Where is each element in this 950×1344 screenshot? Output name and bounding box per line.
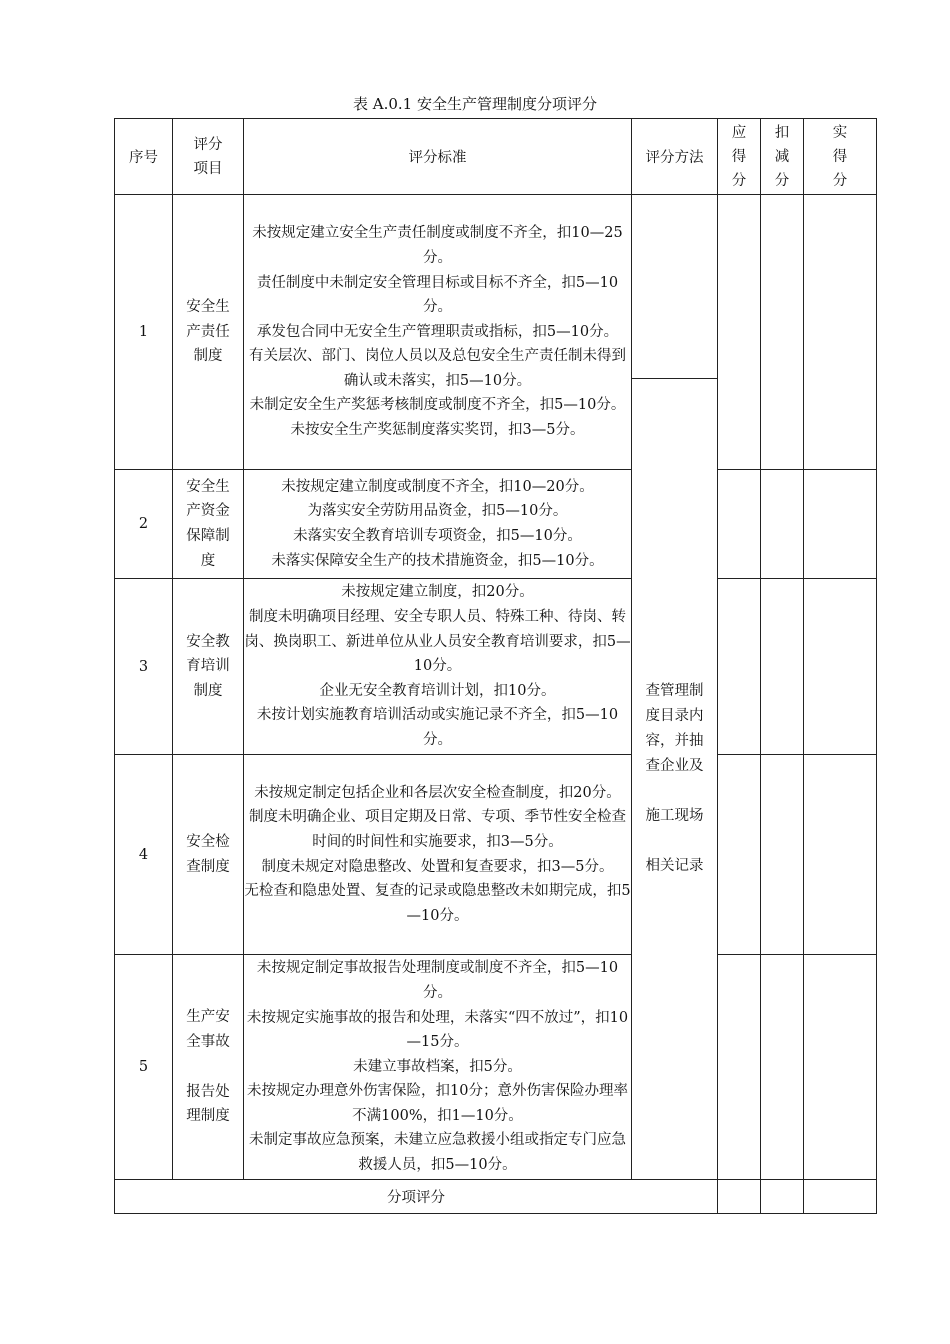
should-score-cell — [718, 579, 761, 755]
row-no: 1 — [115, 195, 173, 470]
row-item: 安全检 查制度 — [173, 755, 244, 955]
subtotal-row — [115, 1180, 877, 1214]
header-item-line: 项目 — [193, 160, 223, 177]
row-criteria: 未按规定建立制度，扣20分。 制度未明确项目经理、安全专职人员、特殊工种、待岗、转岗、换岗职工、新进单位从业人员安全教育培训要求，扣5—10分。 企业无安全教育培训计划，扣10分。 未按计划实施教育培训活动或实施记录不齐全，扣5—10分。 — [244, 579, 632, 755]
row-item: 安全生 产资金 保障制 度 — [173, 470, 244, 579]
header-item — [173, 119, 244, 195]
actual-score-cell — [804, 470, 877, 579]
table-row — [115, 955, 877, 1180]
header-criteria: 评分标准 — [244, 119, 632, 195]
row-no: 3 — [115, 579, 173, 755]
table-title: 表 A.0.1 安全生产管理制度分项评分 — [353, 95, 597, 113]
row-no: 4 — [115, 755, 173, 955]
method-cell: 查管理制 度目录内 容，并抽 查企业及 施工现场 相关记录 — [632, 379, 718, 1180]
header-should-score: 应 得 分 — [718, 119, 761, 195]
should-score-cell — [718, 470, 761, 579]
subtotal-label: 分项评分 — [115, 1180, 718, 1214]
should-score-cell — [718, 755, 761, 955]
table-row — [115, 755, 877, 955]
table-row — [115, 470, 877, 579]
deduct-score-cell — [761, 955, 804, 1180]
row-criteria: 未按规定建立安全生产责任制度或制度不齐全，扣10—25分。 责任制度中未制定安全管理目标或目标不齐全，扣5—10分。 承发包合同中无安全生产管理职责或指标，扣5—10分。 有关层次、部门、岗位人员以及总包安全生产责任制未得到确认或未落实，扣5—10分。 未制定安全生产奖惩考核制度或制度不齐全，扣5—10分。 未按安全生产奖惩制度落实奖罚，扣3—5分。 — [244, 195, 632, 470]
deduct-score-cell — [761, 195, 804, 470]
row-criteria: 未按规定建立制度或制度不齐全，扣10—20分。 为落实安全劳防用品资金，扣5—10分。 未落实安全教育培训专项资金，扣5—10分。 未落实保障安全生产的技术措施资金，扣5—10分。 — [244, 470, 632, 579]
row-item: 生产安 全事故 报告处 理制度 — [173, 955, 244, 1180]
row-item: 安全教 育培训 制度 — [173, 579, 244, 755]
header-no: 序号 — [115, 119, 173, 195]
scoring-table — [114, 118, 877, 1214]
row-criteria: 未按规定制定事故报告处理制度或制度不齐全，扣5—10分。 未按规定实施事故的报告和处理，未落实“四不放过”，扣10—15分。 未建立事故档案，扣5分。 未按规定办理意外伤害保险，扣10分；意外伤害保险办理率不满100%，扣1—10分。 未制定事故应急预案，未建立应急救援小组或指定专门应急救援人员，扣5—10分。 — [244, 955, 632, 1180]
header-item-line: 评分 — [193, 136, 223, 153]
header-row — [115, 119, 877, 195]
deduct-score-cell — [761, 579, 804, 755]
table-row — [115, 195, 877, 379]
header-actual-score: 实 得 分 — [804, 119, 877, 195]
header-deduct-score: 扣 减 分 — [761, 119, 804, 195]
table-row — [115, 579, 877, 755]
deduct-score-cell — [761, 755, 804, 955]
subtotal-deduct-score — [761, 1180, 804, 1214]
row-no: 2 — [115, 470, 173, 579]
should-score-cell — [718, 955, 761, 1180]
actual-score-cell — [804, 755, 877, 955]
actual-score-cell — [804, 579, 877, 755]
row-criteria: 未按规定制定包括企业和各层次安全检查制度，扣20分。 制度未明确企业、项目定期及日常、专项、季节性安全检查时间的时间性和实施要求，扣3—5分。 制度未规定对隐患整改、处置和复查要求，扣3—5分。 无检查和隐患处置、复查的记录或隐患整改未如期完成，扣5—10分。 — [244, 755, 632, 955]
deduct-score-cell — [761, 470, 804, 579]
actual-score-cell — [804, 955, 877, 1180]
should-score-cell — [718, 195, 761, 470]
subtotal-should-score — [718, 1180, 761, 1214]
row-item: 安全生 产责任 制度 — [173, 195, 244, 470]
subtotal-actual-score — [804, 1180, 877, 1214]
method-cell-top — [632, 195, 718, 379]
header-method: 评分方法 — [632, 119, 718, 195]
actual-score-cell — [804, 195, 877, 470]
row-no: 5 — [115, 955, 173, 1180]
